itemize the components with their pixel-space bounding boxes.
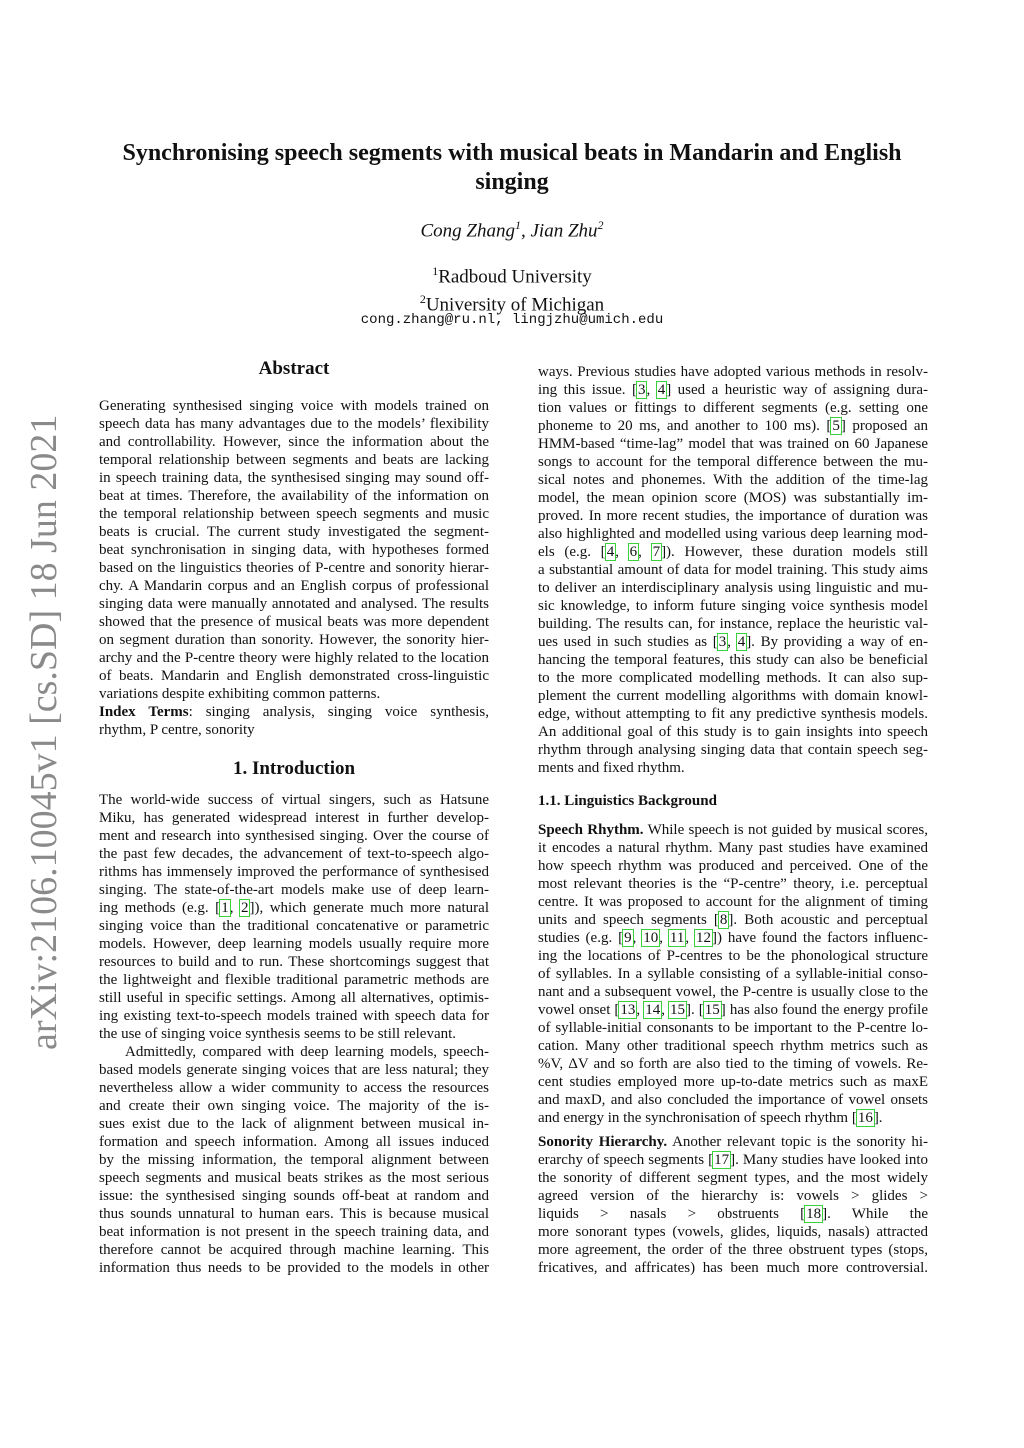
intro-paragraph-3 — [538, 363, 928, 777]
text-line: beats is crucial. The current study investigated the segment- — [99, 524, 489, 540]
author-emails: cong.zhang@ru.nl, lingjzhu@umich.edu — [360, 312, 664, 328]
text-line: erarchy of speech segments [17]. Many studies have looked into — [538, 1152, 928, 1168]
text-line: edge, without attempting to fit any predictive synthesis models. — [538, 706, 928, 722]
citation-link[interactable]: 10 — [643, 930, 659, 946]
citation-link[interactable]: 16 — [857, 1110, 873, 1126]
text-line: ment and research into synthesised singing. Over the course of — [99, 828, 489, 844]
text-line: beat information is not present in the speech training data, and — [99, 1224, 489, 1240]
citation-link[interactable]: 12 — [695, 930, 711, 946]
text-line: of beats. Mandarin and English demonstrated cross-linguistic — [99, 668, 489, 684]
text-line: building. The results can, for instance, replace the heuristic val- — [538, 616, 928, 632]
text-line: Miku, has generated widespread interest in further develop- — [99, 810, 489, 826]
text-line: els (e.g. [4, 6, 7]). However, these duration models still — [538, 544, 928, 560]
text-line: nevertheless allow a wider community to access the resources — [99, 1080, 489, 1096]
text-line: more sonorant types (vowels, glides, liquids, nasals) attracted — [538, 1224, 928, 1240]
text-line: ues used in such studies as [3, 4]. By providing a way of en- — [538, 634, 928, 650]
text-line: still useful in specific settings. Among all alternatives, optimis- — [99, 990, 489, 1006]
text-line: also highlighted and modelled using various deep learning mod- — [538, 526, 928, 542]
text-line: on segment duration than sonority. However, the sonority hier- — [99, 632, 489, 648]
text-line: ing existing text-to-speech models trained with speech data for — [99, 1008, 489, 1024]
text-line: units and speech segments [8]. Both acoustic and perceptual — [538, 912, 928, 928]
index-terms-text: : singing analysis, singing voice synthesis, — [188, 704, 489, 720]
citation-link[interactable]: 17 — [714, 1152, 730, 1168]
text-line: liquids > nasals > obstruents [18]. While the — [538, 1206, 928, 1222]
text-line: based models generate singing voices that are less natural; they — [99, 1062, 489, 1078]
citation-link[interactable]: 15 — [704, 1002, 720, 1018]
text-line: Admittedly, compared with deep learning models, speech- — [125, 1044, 489, 1060]
text-line: singing. The state-of-the-art models make use of deep learn- — [99, 882, 489, 898]
text-line: sic knowledge, to inform future singing voice synthesis model — [538, 598, 928, 614]
citation-link[interactable]: 6 — [629, 544, 638, 560]
text-line: in speech training data, the synthesised singing may sound off- — [99, 470, 489, 486]
text-line: cation. Many other traditional speech rhythm metrics such as — [538, 1038, 928, 1054]
author-name: Cong Zhang — [420, 220, 515, 242]
text-line: the past few decades, the advancement of text-to-speech algo- — [99, 846, 489, 862]
affiliation-name: University of Michigan — [425, 294, 605, 316]
text-line: the sonority of different segment types, and the most widely — [538, 1170, 928, 1186]
text-line: and maxD, and also concluded the importance of vowel onsets — [538, 1092, 928, 1108]
author-sep: , — [520, 220, 531, 242]
text-line: of syllable-initial consonants to be important to the P-centre lo- — [538, 1020, 928, 1036]
text-line: resources to build and to run. These shortcomings suggest that — [99, 954, 489, 970]
text-line: to the more complicated modelling methods. It can also sup- — [538, 670, 928, 686]
text-line: An additional goal of this study is to gain insights into speech — [538, 724, 928, 740]
affiliation-sup: 1 — [432, 264, 439, 278]
abstract-body — [99, 397, 489, 703]
text-line: model, the mean opinion score (MOS) was substantially im- — [538, 490, 928, 506]
text-line: beat synchronisation in singing data, with hypotheses formed — [99, 542, 489, 558]
text-line: plement the current modelling algorithms with domain knowl- — [538, 688, 928, 704]
text-line: speech segments and musical beats strikes as the most serious — [99, 1170, 489, 1186]
text-line: %V, ΔV and so forth are also tied to the timing of vowels. Re- — [538, 1056, 928, 1072]
sonority-paragraph — [538, 1133, 928, 1277]
abstract-heading: Abstract — [258, 358, 330, 379]
text-line: information thus needs to be provided to the models in other — [99, 1260, 489, 1276]
citation-link[interactable]: 13 — [620, 1002, 636, 1018]
text-line: issue: the synthesised singing sounds off-beat at random and — [99, 1188, 489, 1204]
text-line: archy and the P-centre theory were highly related to the location — [99, 650, 489, 666]
text-line: ing the locations of P-centres to be the phonological structure — [538, 948, 928, 964]
line-text: While speech is not guided by musical scores, — [643, 822, 928, 838]
text-line: by the missing information, the temporal alignment between — [99, 1152, 489, 1168]
text-line: studies (e.g. [9, 10, 11, 12]) have found the factors influenc- — [538, 930, 928, 946]
index-terms-label: Index Terms — [99, 704, 189, 720]
text-line: speech data has many advantages due to the models’ flexibility — [99, 416, 489, 432]
citation-link[interactable]: 7 — [652, 544, 661, 560]
text-line: it encodes a natural rhythm. Many past studies have examined — [538, 840, 928, 856]
text-line — [538, 1133, 928, 1151]
text-line: cent studies employed more up-to-date metrics such as maxE — [538, 1074, 928, 1090]
text-line: thus sounds unnatural to human ears. This is because musical — [99, 1206, 489, 1222]
affiliation — [0, 260, 1024, 288]
text-line: of syllables. In a syllable consisting of a syllable-initial conso- — [538, 966, 928, 982]
paper-title — [80, 139, 944, 197]
title-line: Synchronising speech segments with musical beats in Mandarin and English — [122, 140, 902, 166]
text-line: phoneme to 20 ms, and another to 100 ms). [5] proposed an — [538, 418, 928, 434]
citation-link[interactable]: 1 — [221, 900, 229, 916]
citation-link[interactable]: 5 — [832, 418, 840, 434]
authors — [0, 218, 1024, 242]
text-line: beat at times. Therefore, the availability of the information on — [99, 488, 489, 504]
citation-link[interactable]: 4 — [737, 634, 746, 650]
text-line: agreed version of the hierarchy is: vowels > glides > — [538, 1188, 928, 1204]
text-line: centre. It was proposed to account for the alignment of timing — [538, 894, 928, 910]
citation-link[interactable]: 4 — [606, 544, 615, 560]
text-line: ways. Previous studies have adopted various methods in resolv- — [538, 364, 928, 380]
paragraph-lead: Speech Rhythm. — [538, 822, 644, 838]
affiliations — [0, 260, 1024, 317]
text-line: rithms has immensely improved the performance of synthesised — [99, 864, 489, 880]
text-line: ing this issue. [3, 4] used a heuristic way of assigning dura- — [538, 382, 928, 398]
index-terms — [99, 703, 489, 739]
citation-link[interactable]: 3 — [637, 382, 646, 398]
text-line: vowel onset [13, 14, 15]. [15] has also found the energy profile — [538, 1002, 928, 1018]
citation-link[interactable]: 8 — [719, 912, 728, 928]
text-line: songs to account for the temporal difference between the mu- — [538, 454, 928, 470]
text-line: formation and speech information. Among all issues induced — [99, 1134, 489, 1150]
text-line — [538, 821, 928, 839]
text-line: based on the linguistics theories of P-centre and sonority hierar- — [99, 560, 489, 576]
author-sup: 2 — [597, 218, 604, 232]
text-line: the temporal relationship between speech segments and music — [99, 506, 489, 522]
line-text: Another relevant topic is the sonority hi- — [667, 1134, 928, 1150]
text-line: sical notes and phonemes. With the addition of the time-lag — [538, 472, 928, 488]
text-line: The world-wide success of virtual singers, such as Hatsune — [99, 792, 489, 808]
arxiv-stamp: arXiv:2106.10045v1 [cs.SD] 18 Jun 2021 — [23, 414, 65, 1050]
title-line: singing — [475, 169, 549, 195]
text-line: most relevant theories is the “P-centre” theory, i.e. perceptual — [538, 876, 928, 892]
citation-link[interactable]: 18 — [806, 1206, 822, 1222]
text-line: and energy in the synchronisation of speech rhythm [16]. — [538, 1110, 883, 1126]
text-line: showed that the presence of musical beats was more dependent — [99, 614, 489, 630]
author-name: Jian Zhu — [530, 220, 598, 242]
text-line: ing methods (e.g. [1, 2]), which generate much more natural — [99, 900, 489, 916]
text-line: therefore cannot be acquired through machine learning. This — [99, 1242, 489, 1258]
text-line: fricatives, and affricates) has been much more controversial. — [538, 1260, 928, 1276]
text-line: variations despite exhibiting common patterns. — [99, 686, 381, 702]
citation-link[interactable]: 2 — [240, 900, 249, 916]
text-line: a substantial amount of data for model training. This study aims — [538, 562, 928, 578]
text-line: proved. In more recent studies, the importance of duration was — [538, 508, 928, 524]
text-line: Generating synthesised singing voice with models trained on — [99, 398, 489, 414]
text-line: and controllability. However, since the information about the — [99, 434, 489, 450]
text-line: temporal relationship between segments and beats are lacking — [99, 452, 489, 468]
text-line: singing data were manually annotated and analysed. The results — [99, 596, 489, 612]
intro-paragraph-2 — [99, 1043, 489, 1277]
text-line: hancing the temporal features, this study can also be beneficial — [538, 652, 928, 668]
author-sup: 1 — [514, 218, 521, 232]
index-terms-line — [99, 703, 489, 721]
text-line: HMM-based “time-lag” model that was trained on 60 Japanese — [538, 436, 928, 452]
citation-link[interactable]: 9 — [624, 930, 632, 946]
introduction-heading: 1. Introduction — [232, 758, 356, 779]
text-line: how speech rhythm was produced and perceived. One of the — [538, 858, 928, 874]
affiliation-name: Radboud University — [438, 266, 592, 288]
affiliation-sup: 2 — [419, 292, 426, 307]
speech-rhythm-paragraph — [538, 821, 928, 1127]
index-terms-line: rhythm, P centre, sonority — [99, 722, 255, 738]
citation-link[interactable]: 11 — [669, 930, 685, 946]
text-line: the lightweight and flexible traditional parametric methods are — [99, 972, 489, 988]
intro-paragraph-1 — [99, 791, 489, 1043]
text-line: and create their own singing voice. The majority of the is- — [99, 1098, 489, 1114]
text-line: singing voice than the traditional concatenative or parametric — [99, 918, 489, 934]
text-line: sues exist due to the lack of alignment between musical in- — [99, 1116, 489, 1132]
paragraph-lead: Sonority Hierarchy. — [538, 1134, 668, 1150]
subsection-heading: 1.1. Linguistics Background — [538, 793, 717, 809]
text-line: ments and fixed rhythm. — [538, 760, 685, 776]
text-line: tion values or fittings to different segments (e.g. setting one — [538, 400, 928, 416]
text-line: chy. A Mandarin corpus and an English corpus of professional — [99, 578, 489, 594]
text-line: more agreement, the order of the three obstruent types (stops, — [538, 1242, 928, 1258]
text-line: rhythm through analysing singing data that contain speech seg- — [538, 742, 928, 758]
text-line: the use of singing voice synthesis seems to be still relevant. — [99, 1026, 457, 1042]
citation-link[interactable]: 15 — [670, 1002, 685, 1018]
text-line: models. However, deep learning models usually require more — [99, 936, 489, 952]
citation-link[interactable]: 4 — [657, 382, 666, 398]
citation-link[interactable]: 3 — [718, 634, 727, 650]
text-line: to deliver an interdisciplinary analysis using linguistic and mu- — [538, 580, 928, 596]
text-line: nant and a subsequent vowel, the P-centre is usually close to the — [538, 984, 928, 1000]
citation-link[interactable]: 14 — [645, 1002, 661, 1018]
